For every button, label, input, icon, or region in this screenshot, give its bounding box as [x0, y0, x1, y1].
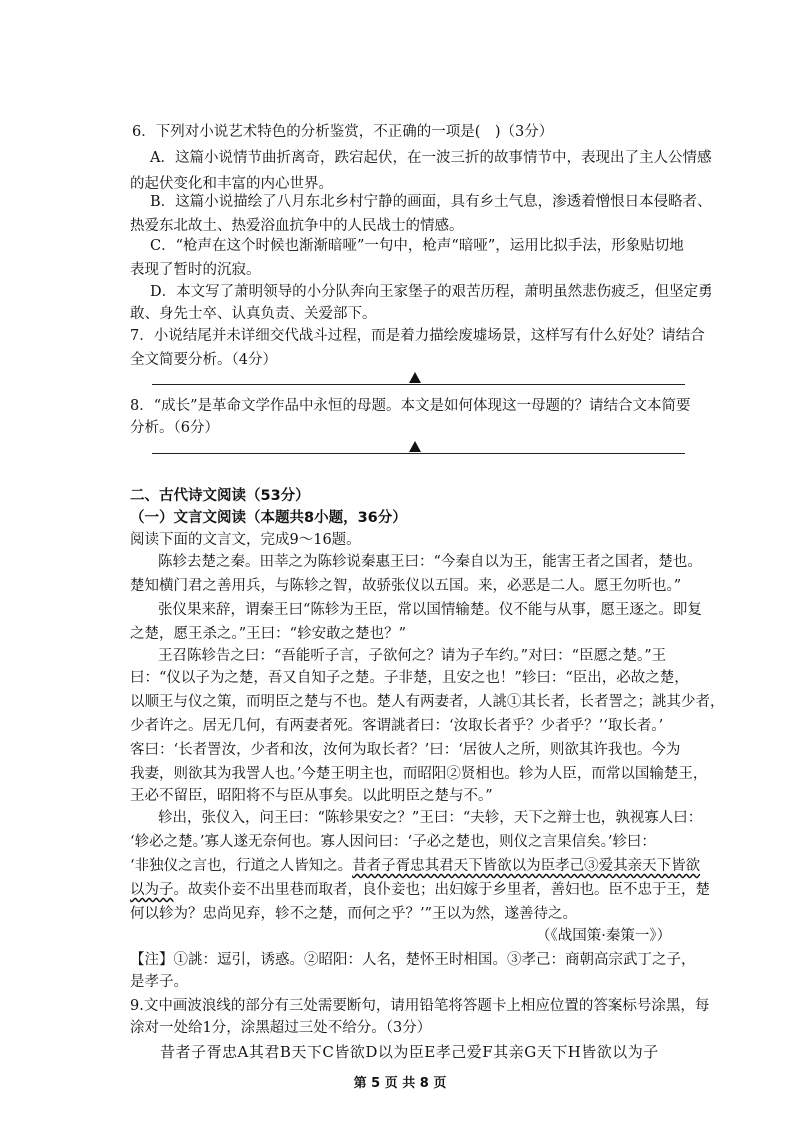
page-footer: 第 5 页 共 8 页	[353, 1076, 447, 1091]
passage-p4-line4	[130, 880, 710, 900]
answer-line-q7[interactable]	[152, 384, 685, 385]
q9-line1: 9.文中画波浪线的部分有三处需要断句，请用铅笔将答题卡上相应位置的答案标号涂黑，每	[130, 998, 710, 1014]
wavy-underlined-text-end: 以为子	[130, 882, 174, 898]
notes-line2: 是孝子。	[130, 974, 188, 990]
section-2-intro: 阅读下面的文言文，完成9～16题。	[130, 532, 361, 548]
passage-p3-line5: 客曰：‘长者詈汝，少者和汝，汝何为取长者？’曰：‘居彼人之所，则欲其许我也。今为	[130, 742, 681, 758]
passage-p3-line2: 曰：“仪以子为之楚，吾又自知子之楚。子非楚，且安之也！”轸曰：“臣出，必故之楚，	[130, 670, 689, 686]
passage-p3-line1: 王召陈轸告之曰：“吾能听子言，子欲何之？请为子车约。”对曰：“臣愿之楚。”王	[158, 648, 667, 664]
q7-line2: 全文简要分析。（4分）	[130, 352, 277, 368]
passage-source: （《战国策·秦策一》）	[536, 928, 672, 944]
q6-option-a-line2: 的起伏变化和丰富的内心世界。	[130, 176, 333, 192]
passage-p2-line1: 张仪果来辞，谓秦王曰“陈轸为王臣，常以国情输楚。仪不能与从事，愿王逐之。即复	[158, 602, 702, 618]
passage-p1-line1: 陈轸去楚之秦。田莘之为陈轸说秦惠王曰：“今秦自以为王，能害王者之国者，楚也。	[158, 554, 702, 570]
q9-line2: 涂对一处给1分，涂黑超过三处不给分。（3分）	[130, 1020, 432, 1036]
q6-option-c-line1: C．“枪声在这个时候也渐渐暗哑”一句中，枪声“暗哑”，运用比拟手法，形象贴切地	[150, 238, 684, 254]
q6-option-b-line2: 热爱东北故土、热爱浴血抗争中的人民战士的情感。	[130, 218, 464, 234]
q7-line1: 7．小说结尾并未详细交代战斗过程，而是着力描绘废墟场景，这样写有什么好处？请结合	[130, 328, 705, 344]
q8-line1: 8．“成长”是革命文学作品中永恒的母题。本文是如何体现这一母题的？请结合文本简要	[130, 398, 691, 414]
passage-p4-line4-plain: 。故卖仆妾不出里巷而取者，良仆妾也；出妇嫁于乡里者，善妇也。臣不忠于王，楚	[173, 882, 710, 898]
passage-p4-line1: 轸出，张仪入，问王曰：“陈轸果安之？”王曰：“夫轸，天下之辩士也，孰视寡人曰：	[158, 810, 703, 826]
passage-p4-line3-plain: ‘非独仪之言也，行道之人皆知之。	[130, 858, 353, 874]
passage-p4-line2: ‘轸必之楚。’寡人遂无奈何也。寡人因问曰：‘子必之楚也，则仪之言果信矣。’轸曰：	[130, 834, 656, 850]
passage-p1-line2: 楚知横门君之善用兵，与陈轸之智，故骄张仪以五国。来，必恶是二人。愿王勿听也。”	[130, 578, 682, 594]
passage-p3-line6: 我妻，则欲其为我詈人也。’今楚王明主也，而昭阳②贤相也。轸为人臣，而常以国输楚王，	[130, 766, 708, 782]
q9-options: 昔者子胥忠A其君B天下C皆欲D以为臣E孝己爱F其亲G天下H皆欲以为子	[160, 1043, 659, 1061]
passage-p2-line2: 之楚，愿王杀之。”王曰：“轸安敢之楚也？”	[130, 626, 406, 642]
q6-option-a-line1: A．这篇小说情节曲折离奇，跌宕起伏，在一波三折的故事情节中，表现出了主人公情感	[150, 150, 712, 166]
q6-option-c-line2: 表现了暂时的沉寂。	[130, 262, 261, 278]
answer-mark-triangle-q7	[409, 372, 421, 383]
passage-p3-line7: 王必不留臣，昭阳将不与臣从事矣。以此明臣之楚与不。”	[130, 788, 493, 804]
q6-option-b-line1: B．这篇小说描绘了八月东北乡村宁静的画面，具有乡土气息，渗透着憎恨日本侵略者、	[150, 194, 712, 210]
wavy-underlined-text: 昔者子胥忠其君天下皆欲以为臣孝己③爱其亲天下皆欲	[352, 858, 701, 874]
q8-line2: 分析。（6分）	[130, 420, 219, 436]
answer-mark-triangle-q8	[409, 441, 421, 452]
passage-p4-line3	[130, 856, 700, 876]
q6-option-d-line2: 敢、身先士卒、认真负责、关爱部下。	[130, 306, 377, 322]
section-2-subtitle: （一）文言文阅读（本题共8小题，36分）	[130, 510, 407, 526]
q6-stem: 6．下列对小说艺术特色的分析鉴赏，不正确的一项是( )（3分）	[132, 124, 554, 140]
passage-p3-line4: 少者许之。居无几何，有两妻者死。客谓誂者曰：‘汝取长者乎？少者乎？’‘取长者。’	[130, 718, 664, 734]
notes-line1: 【注】①誂：逗引，诱惑。②昭阳：人名，楚怀王时相国。③孝己：商朝高宗武丁之子，	[130, 952, 696, 968]
q6-option-d-line1: D．本文写了萧明领导的小分队奔向王家堡子的艰苦历程，萧明虽然悲伤疲乏，但坚定勇	[150, 284, 713, 300]
passage-p4-line5: 何以轸为？忠尚见弃，轸不之楚，而何之乎？’”王以为然，遂善待之。	[130, 906, 578, 922]
section-2-title: 二、古代诗文阅读（53分）	[130, 488, 310, 504]
passage-p3-line3: 以顺王与仪之策，而明臣之楚与不也。楚人有两妻者，人誂①其长者，长者詈之；誂其少者，	[130, 694, 725, 710]
answer-line-q8[interactable]	[152, 453, 685, 454]
